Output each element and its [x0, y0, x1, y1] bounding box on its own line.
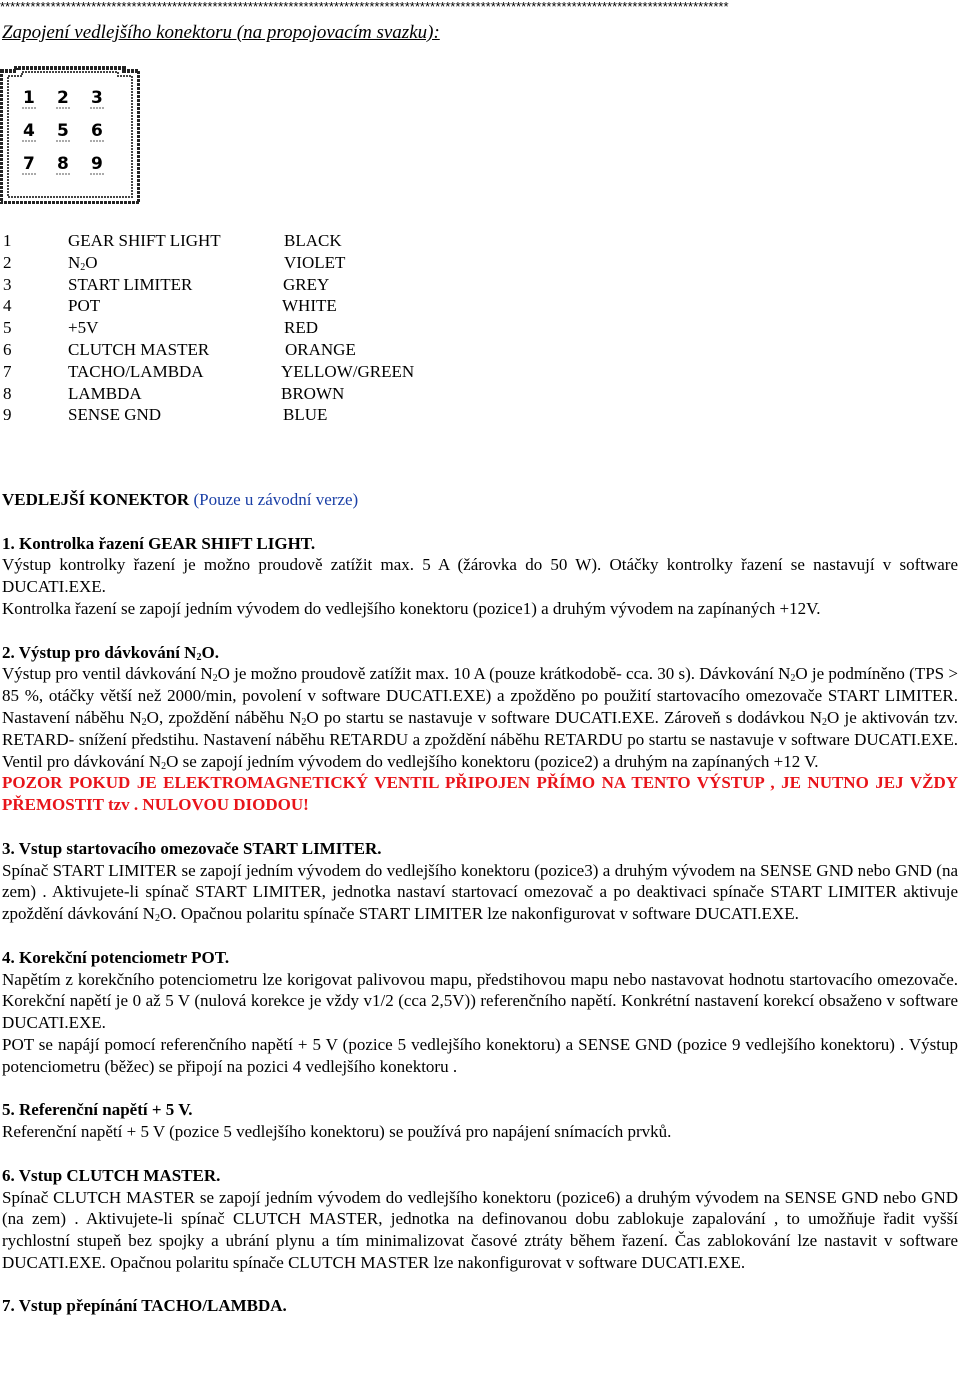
pin-function: START LIMITER	[68, 274, 193, 294]
section-2-text: Výstup pro ventil dávkování $N_2O$ je možno proudově zatížit max. 10 A (pouze krátkodobě- cca. 30 s). Dávkování $N_2O$ je podmíněno (TPS > 85 %, otáčky větší než 2000/min, povolení v software DUCATI.EXE) a zpožděno po použití startovacího omezovače START LIMITER. Nastavení náběhu $N_2O$, zpoždění náběhu $N_2O$ po startu se nastavuje v software DUCATI.EXE. Zároveň s dodávkou $N_2O$ je aktivován tzv. RETARD- snížení předstihu. Nastavení náběhu RETARDU a zpoždění náběhu RETARDU po startu se nastavuje v software DUCATI.EXE. Ventil pro dávkování $N_2O$ se zapojí jedním vývodem do vedlejšího konektoru (pozice2) a druhým na zapínaných +12 V.	[2, 664, 959, 772]
section-1-text: Výstup kontrolky řazení je možno proudově zatížit max. 5 A (žárovka do 50 W). Otáčky kontrolky řazení se nastavují v software DUCATI.EXE.	[2, 555, 958, 597]
connector-pin-8: 8	[57, 154, 69, 174]
section-5-text: Referenční napětí + 5 V (pozice 5 vedlejšího konektoru) se používá pro napájení snímacích prvků.	[2, 1122, 672, 1142]
pin-wire-color: YELLOW/GREEN	[281, 361, 415, 381]
connector-pin-2: 2	[57, 88, 69, 108]
pin-function: GEAR SHIFT LIGHT	[68, 231, 221, 250]
pin-wire-color: RED	[284, 318, 318, 338]
pin-function: CLUTCH MASTER	[68, 339, 210, 359]
pin-function: TACHO/LAMBDA	[68, 361, 204, 381]
pin-number: 3	[3, 274, 12, 294]
pin-wire-color: ORANGE	[285, 339, 356, 359]
asterisk-rule: ************************************************************************************************************************************************	[0, 0, 729, 14]
section-1-text: Kontrolka řazení se zapojí jedním vývodem do vedlejšího konektoru (pozice1) a druhým vývodem na zapínaných +12V.	[2, 598, 821, 618]
connector-diagram	[0, 66, 140, 204]
section-3-title: 3. Vstup startovacího omezovače START LIMITER.	[2, 838, 382, 858]
pin-function: +5V	[68, 318, 99, 338]
pin-wire-color: WHITE	[282, 296, 337, 316]
pin-wire-color: VIOLET	[284, 252, 346, 272]
connector-pin-5: 5	[57, 121, 69, 141]
section-7-title: 7. Vstup přepínání TACHO/LAMBDA.	[2, 1296, 287, 1316]
section-4-text: Napětím z korekčního potenciometru lze korigovat palivovou mapu, předstihovou mapu nebo nastavovat hodnotu startovacího omezovače. Korekční napětí je 0 až 5 V (nulová korekce je vždy v1/2 (cca 2,5V)) referenčního napětí. Konkrétní nastavení korekcí obsaženo v software DUCATI.EXE.	[2, 969, 958, 1033]
connector-pin-6: 6	[91, 121, 103, 141]
pin-wire-color: BLACK	[284, 231, 342, 250]
connector-pin-4: 4	[23, 121, 35, 141]
pin-wire-color: GREY	[283, 274, 330, 294]
pin-wire-color: BLUE	[283, 405, 328, 425]
pin-number: 8	[3, 383, 12, 403]
section-6-text: Spínač CLUTCH MASTER se zapojí jedním vývodem do vedlejšího konektoru (pozice6) a druhým vývodem na SENSE GND nebo GND (na zem) . Aktivujete-li spínač CLUTCH MASTER, jednotka na definovanou dobu zablokuje zapalování , to umožňuje řadit vyšší rychlostní stupeň bez spojky a ubrání plynu a tím minimalizovat časové ztráty během řazení. Čas zablokování lze nastavit v software DUCATI.EXE. Opačnou polaritu spínače CLUTCH MASTER lze nakonfigurovat v software DUCATI.EXE.	[2, 1187, 958, 1272]
pin-number: 4	[3, 296, 12, 316]
connector-pin-9: 9	[91, 154, 103, 174]
pin-number: 5	[3, 318, 12, 338]
pin-number: 9	[3, 405, 12, 425]
section-2-title: 2. Výstup pro dávkování $N_2O$.	[2, 642, 219, 663]
connector-pin-3: 3	[91, 88, 103, 108]
pin-wire-color: BROWN	[281, 383, 345, 403]
pin-function: SENSE GND	[68, 405, 162, 425]
pin-number: 2	[3, 252, 12, 272]
pin-function: POT	[68, 296, 101, 316]
pin-number: 6	[3, 339, 12, 359]
pin-function: $N_2O$	[68, 252, 98, 273]
section-4-text: POT se napájí pomocí referenčního napětí + 5 V (pozice 5 vedlejšího konektoru) a SENSE GND (pozice 9 vedlejšího konektoru) . Výstup potenciometru (běžec) se připojí na pozici 4 vedlejšího konektoru .	[2, 1034, 958, 1076]
section-5-title: 5. Referenční napětí + 5 V.	[2, 1100, 193, 1120]
section-heading: VEDLEJŠÍ KONEKTOR (Pouze u závodní verze)	[2, 490, 359, 509]
pin-function: LAMBDA	[68, 383, 142, 403]
connector-pin-7: 7	[23, 154, 35, 174]
document-body	[2, 489, 958, 1317]
warning-text: POZOR POKUD JE ELEKTROMAGNETICKÝ VENTIL PŘIPOJEN PŘÍMO NA TENTO VÝSTUP , JE NUTNO JEJ VŽDY PŘEMOSTIT tzv . NULOVOU DIODOU!	[2, 773, 958, 815]
pin-number: 7	[3, 361, 12, 381]
connector-pin-1: 1	[23, 88, 35, 108]
section-1-title: 1. Kontrolka řazení GEAR SHIFT LIGHT.	[2, 533, 316, 553]
pin-number: 1	[3, 231, 12, 250]
page-title: Zapojení vedlejšího konektoru (na propojovacím svazku):	[2, 22, 440, 43]
section-3-text: Spínač START LIMITER se zapojí jedním vývodem do vedlejšího konektoru (pozice3) a druhým vývodem na SENSE GND nebo GND (na zem) . Aktivujete-li spínač START LIMITER, jednotka nastaví startovací omezovač a po deaktivaci spínače START LIMITER aktivuje zpoždění dávkování $N_2O$. Opačnou polaritu spínače START LIMITER lze nakonfigurovat v software DUCATI.EXE.	[2, 860, 958, 925]
section-4-title: 4. Korekční potenciometr POT.	[2, 947, 230, 967]
section-6-title: 6. Vstup CLUTCH MASTER.	[2, 1165, 221, 1185]
